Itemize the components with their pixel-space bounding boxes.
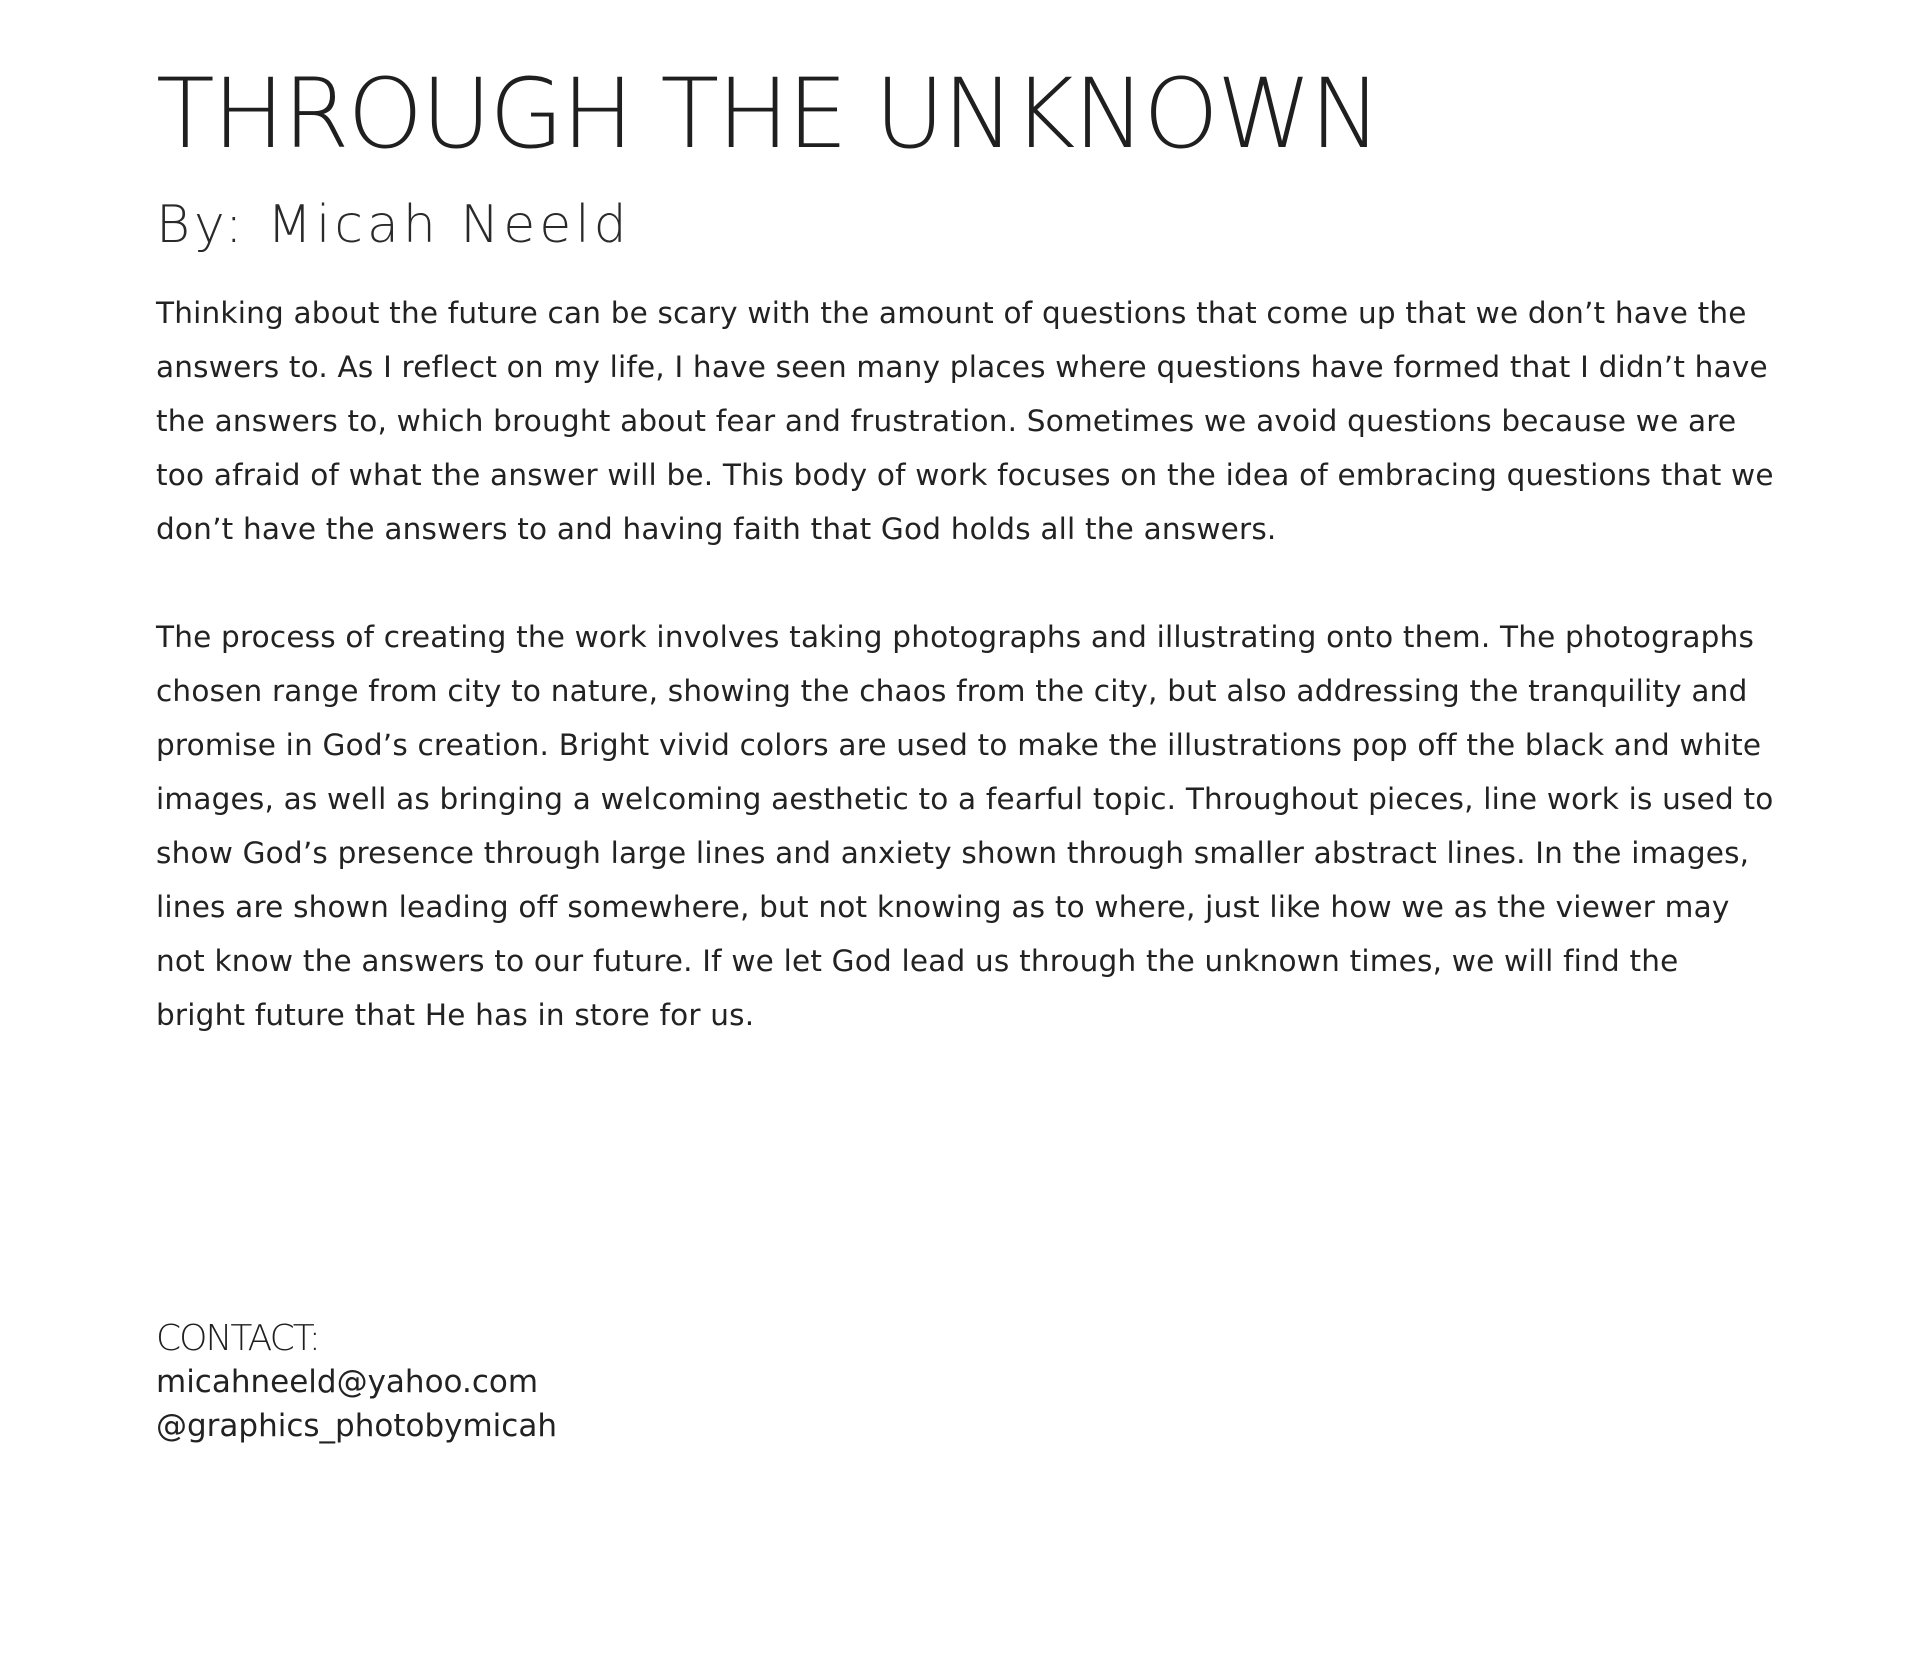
contact-social-handle: @graphics_photobymicah bbox=[156, 1408, 557, 1444]
statement-paragraph-2: The process of creating the work involves taking photographs and illustrating onto them. The photographs chosen range from city to nature, showing the chaos from the city, but also addressing the tranquility and promise in God’s creation. Bright vivid colors are used to make the illustrations pop off the black and white images, as well as bringing a welcoming aesthetic to a fearful topic. Throughout pieces, line work is used to show God’s presence through large lines and anxiety shown through smaller abstract lines. In the images, lines are shown leading off somewhere, but not knowing as to where, just like how we as the viewer may not know the answers to our future. If we let God lead us through the unknown times, we will find the bright future that He has in store for us. bbox=[156, 620, 1774, 1032]
statement-paragraph-1: Thinking about the future can be scary with the amount of questions that come up that we don’t have the answers to. As I reflect on my life, I have seen many places where questions have formed that I didn’t have the answers to, which brought about fear and frustration. Sometimes we avoid questions because we are too afraid of what the answer will be. This body of work focuses on the idea of embracing questions that we don’t have the answers to and having faith that God holds all the answers. bbox=[156, 296, 1774, 546]
author-byline: By: Micah Neeld bbox=[156, 195, 631, 255]
statement-body bbox=[156, 286, 1776, 1042]
contact-heading: CONTACT: bbox=[156, 1318, 319, 1359]
contact-email: micahneeld@yahoo.com bbox=[156, 1364, 539, 1400]
page-title: THROUGH THE UNKNOWN bbox=[156, 58, 1380, 170]
contact-section bbox=[156, 1318, 557, 1448]
